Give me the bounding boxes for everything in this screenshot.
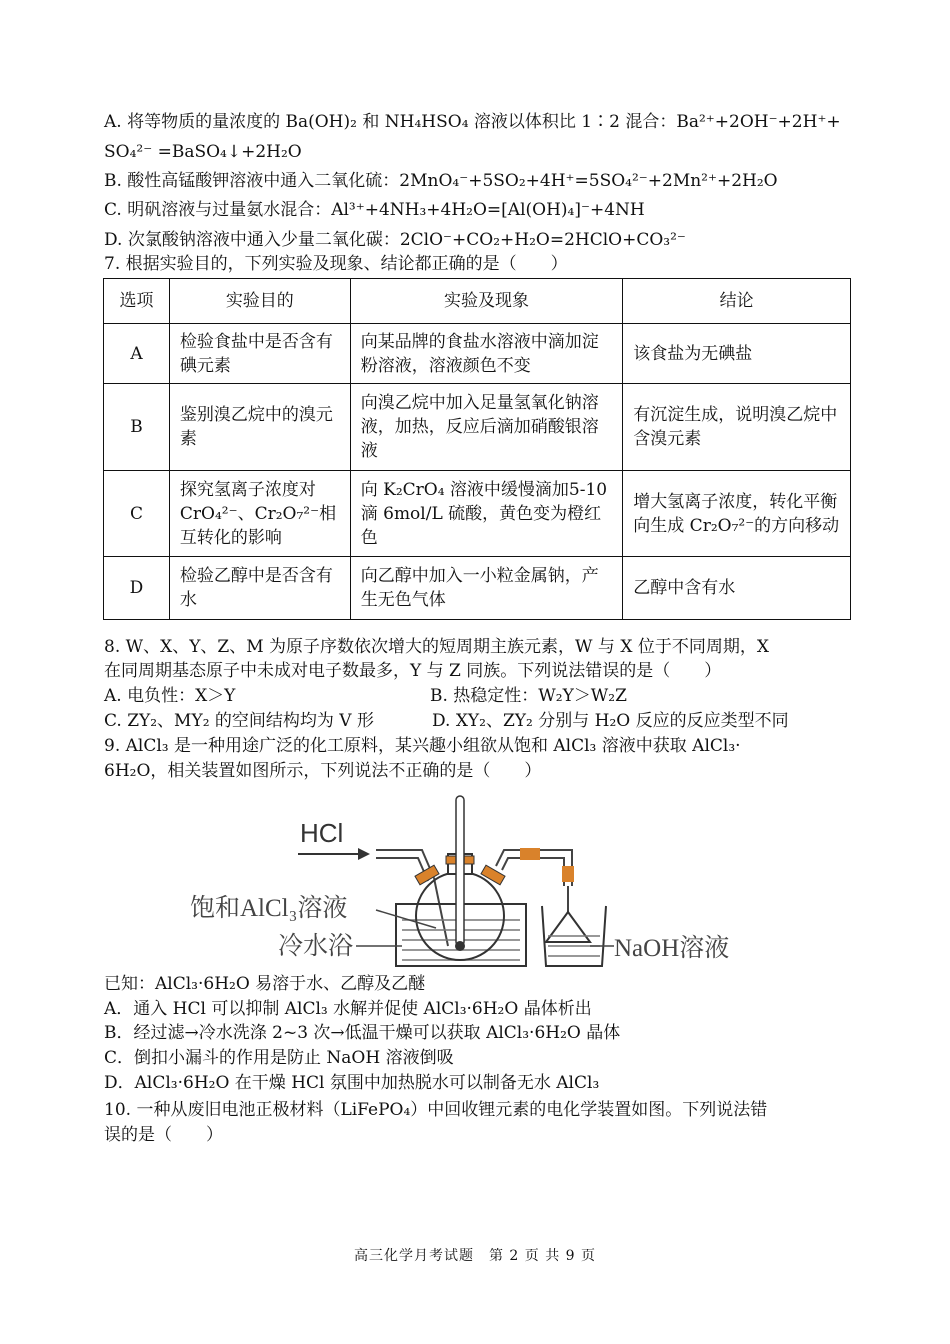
q7-cell-purpose: 检验乙醇中是否含有水 xyxy=(169,557,350,620)
q8-option-a: A. 电负性：X＞Y xyxy=(104,686,236,706)
q7-header-option: 选项 xyxy=(104,279,170,324)
q7-cell-purpose: 检验食盐中是否含有碘元素 xyxy=(169,324,350,384)
rubber-joint-icon xyxy=(520,848,540,860)
q7-cell-option: B xyxy=(104,384,170,471)
inverted-funnel xyxy=(546,912,590,942)
q9-option-a: A．通入 HCl 可以抑制 AlCl₃ 水解并促使 AlCl₃·6H₂O 晶体析出 xyxy=(104,999,592,1019)
q7-cell-option: C xyxy=(104,471,170,557)
q6-option-a-line1: A. 将等物质的量浓度的 Ba(OH)₂ 和 NH₄HSO₄ 溶液以体积比 1∶2 混合：Ba²⁺+2OH⁻+2H⁺+ xyxy=(104,112,841,132)
q7-cell-procedure: 向乙醇中加入一小粒金属钠，产生无色气体 xyxy=(350,557,623,620)
table-row xyxy=(104,557,851,620)
hcl-label: HCl xyxy=(300,818,344,848)
q8-stem-line2: 在同周期基态原子中未成对电子数最多，Y 与 Z 同族。下列说法错误的是（ ） xyxy=(104,661,722,681)
q8-option-d: D. XY₂、ZY₂ 分别与 H₂O 反应的反应类型不同 xyxy=(432,711,789,731)
q7-cell-conclusion: 乙醇中含有水 xyxy=(623,557,851,620)
q9-option-d: D．AlCl₃·6H₂O 在干燥 HCl 氛围中加热脱水可以制备无水 AlCl₃ xyxy=(104,1073,600,1093)
label-cold-water-bath: 冷水浴 xyxy=(278,933,354,960)
q7-cell-conclusion: 有沉淀生成，说明溴乙烷中含溴元素 xyxy=(623,384,851,471)
q9-known: 已知：AlCl₃·6H₂O 易溶于水、乙醇及乙醚 xyxy=(104,974,426,994)
q6-option-a-line2: SO₄²⁻ =BaSO₄↓+2H₂O xyxy=(104,142,302,162)
table-row xyxy=(104,471,851,557)
q7-cell-conclusion: 该食盐为无碘盐 xyxy=(623,324,851,384)
table-row xyxy=(104,324,851,384)
q7-cell-procedure: 向 K₂CrO₄ 溶液中缓慢滴加5-10 滴 6mol/L 硫酸，黄色变为橙红色 xyxy=(350,471,623,557)
q8-option-b: B. 热稳定性：W₂Y＞W₂Z xyxy=(430,686,627,706)
q10-stem-line2: 误的是（ ） xyxy=(104,1125,223,1145)
q7-header-conclusion: 结论 xyxy=(623,279,851,324)
table-row xyxy=(104,384,851,471)
q7-header-purpose: 实验目的 xyxy=(169,279,350,324)
q6-option-d: D. 次氯酸钠溶液中通入少量二氧化碳：2ClO⁻+CO₂+H₂O=2HClO+CO₃²⁻ xyxy=(104,230,686,250)
q6-option-b: B. 酸性高锰酸钾溶液中通入二氧化硫：2MnO₄⁻+5SO₂+4H⁺=5SO₄²⁻+2Mn²⁺+2H₂O xyxy=(104,171,778,191)
q7-header-procedure: 实验及现象 xyxy=(350,279,623,324)
page-footer: 高三化学月考试题 第 2 页 共 9 页 xyxy=(353,1248,597,1264)
q7-stem: 7. 根据实验目的，下列实验及现象、结论都正确的是（ ） xyxy=(104,254,568,274)
q9-stem-line2: 6H₂O，相关装置如图所示，下列说法不正确的是（ ） xyxy=(104,761,542,781)
q6-option-c: C. 明矾溶液与过量氨水混合：Al³⁺+4NH₃+4H₂O=[Al(OH)₄]⁻+4NH xyxy=(104,200,645,220)
q8-option-c: C. ZY₂、MY₂ 的空间结构均为 V 形 xyxy=(104,711,374,731)
q7-cell-purpose: 鉴别溴乙烷中的溴元素 xyxy=(169,384,350,471)
q7-cell-purpose: 探究氢离子浓度对CrO₄²⁻、Cr₂O₇²⁻相互转化的影响 xyxy=(169,471,350,557)
label-naoh-solution: NaOH溶液 xyxy=(614,935,730,962)
q9-option-b: B．经过滤→冷水洗涤 2~3 次→低温干燥可以获取 AlCl₃·6H₂O 晶体 xyxy=(104,1023,621,1043)
q7-table xyxy=(103,278,851,620)
stopper-right xyxy=(481,865,505,885)
q7-cell-option: A xyxy=(104,324,170,384)
q9-stem-line1: 9. AlCl₃ 是一种用途广泛的化工原料，某兴趣小组欲从饱和 AlCl₃ 溶液中获取 AlCl₃· xyxy=(104,736,741,756)
q8-stem-line1: 8. W、X、Y、Z、M 为原子序数依次增大的短周期主族元素，W 与 X 位于不同周期，X xyxy=(104,637,769,657)
label-saturated-solution: 饱和AlCl₃溶液 xyxy=(190,895,348,922)
q7-cell-option: D xyxy=(104,557,170,620)
q7-cell-procedure: 向溴乙烷中加入足量氢氧化钠溶液，加热，反应后滴加硝酸银溶液 xyxy=(350,384,623,471)
q7-cell-conclusion: 增大氢离子浓度，转化平衡向生成 Cr₂O₇²⁻的方向移动 xyxy=(623,471,851,557)
q9-option-c: C．倒扣小漏斗的作用是防止 NaOH 溶液倒吸 xyxy=(104,1048,454,1068)
apparatus-figure xyxy=(190,786,760,970)
thermometer xyxy=(456,796,464,946)
q10-stem-line1: 10. 一种从废旧电池正极材料（LiFePO₄）中回收锂元素的电化学装置如图。下列说法错 xyxy=(104,1100,768,1120)
q7-cell-procedure: 向某品牌的食盐水溶液中滴加淀粉溶液，溶液颜色不变 xyxy=(350,324,623,384)
q7-header-row xyxy=(104,279,851,324)
arrow-head-icon xyxy=(358,848,370,860)
rubber-joint-icon xyxy=(562,866,574,882)
